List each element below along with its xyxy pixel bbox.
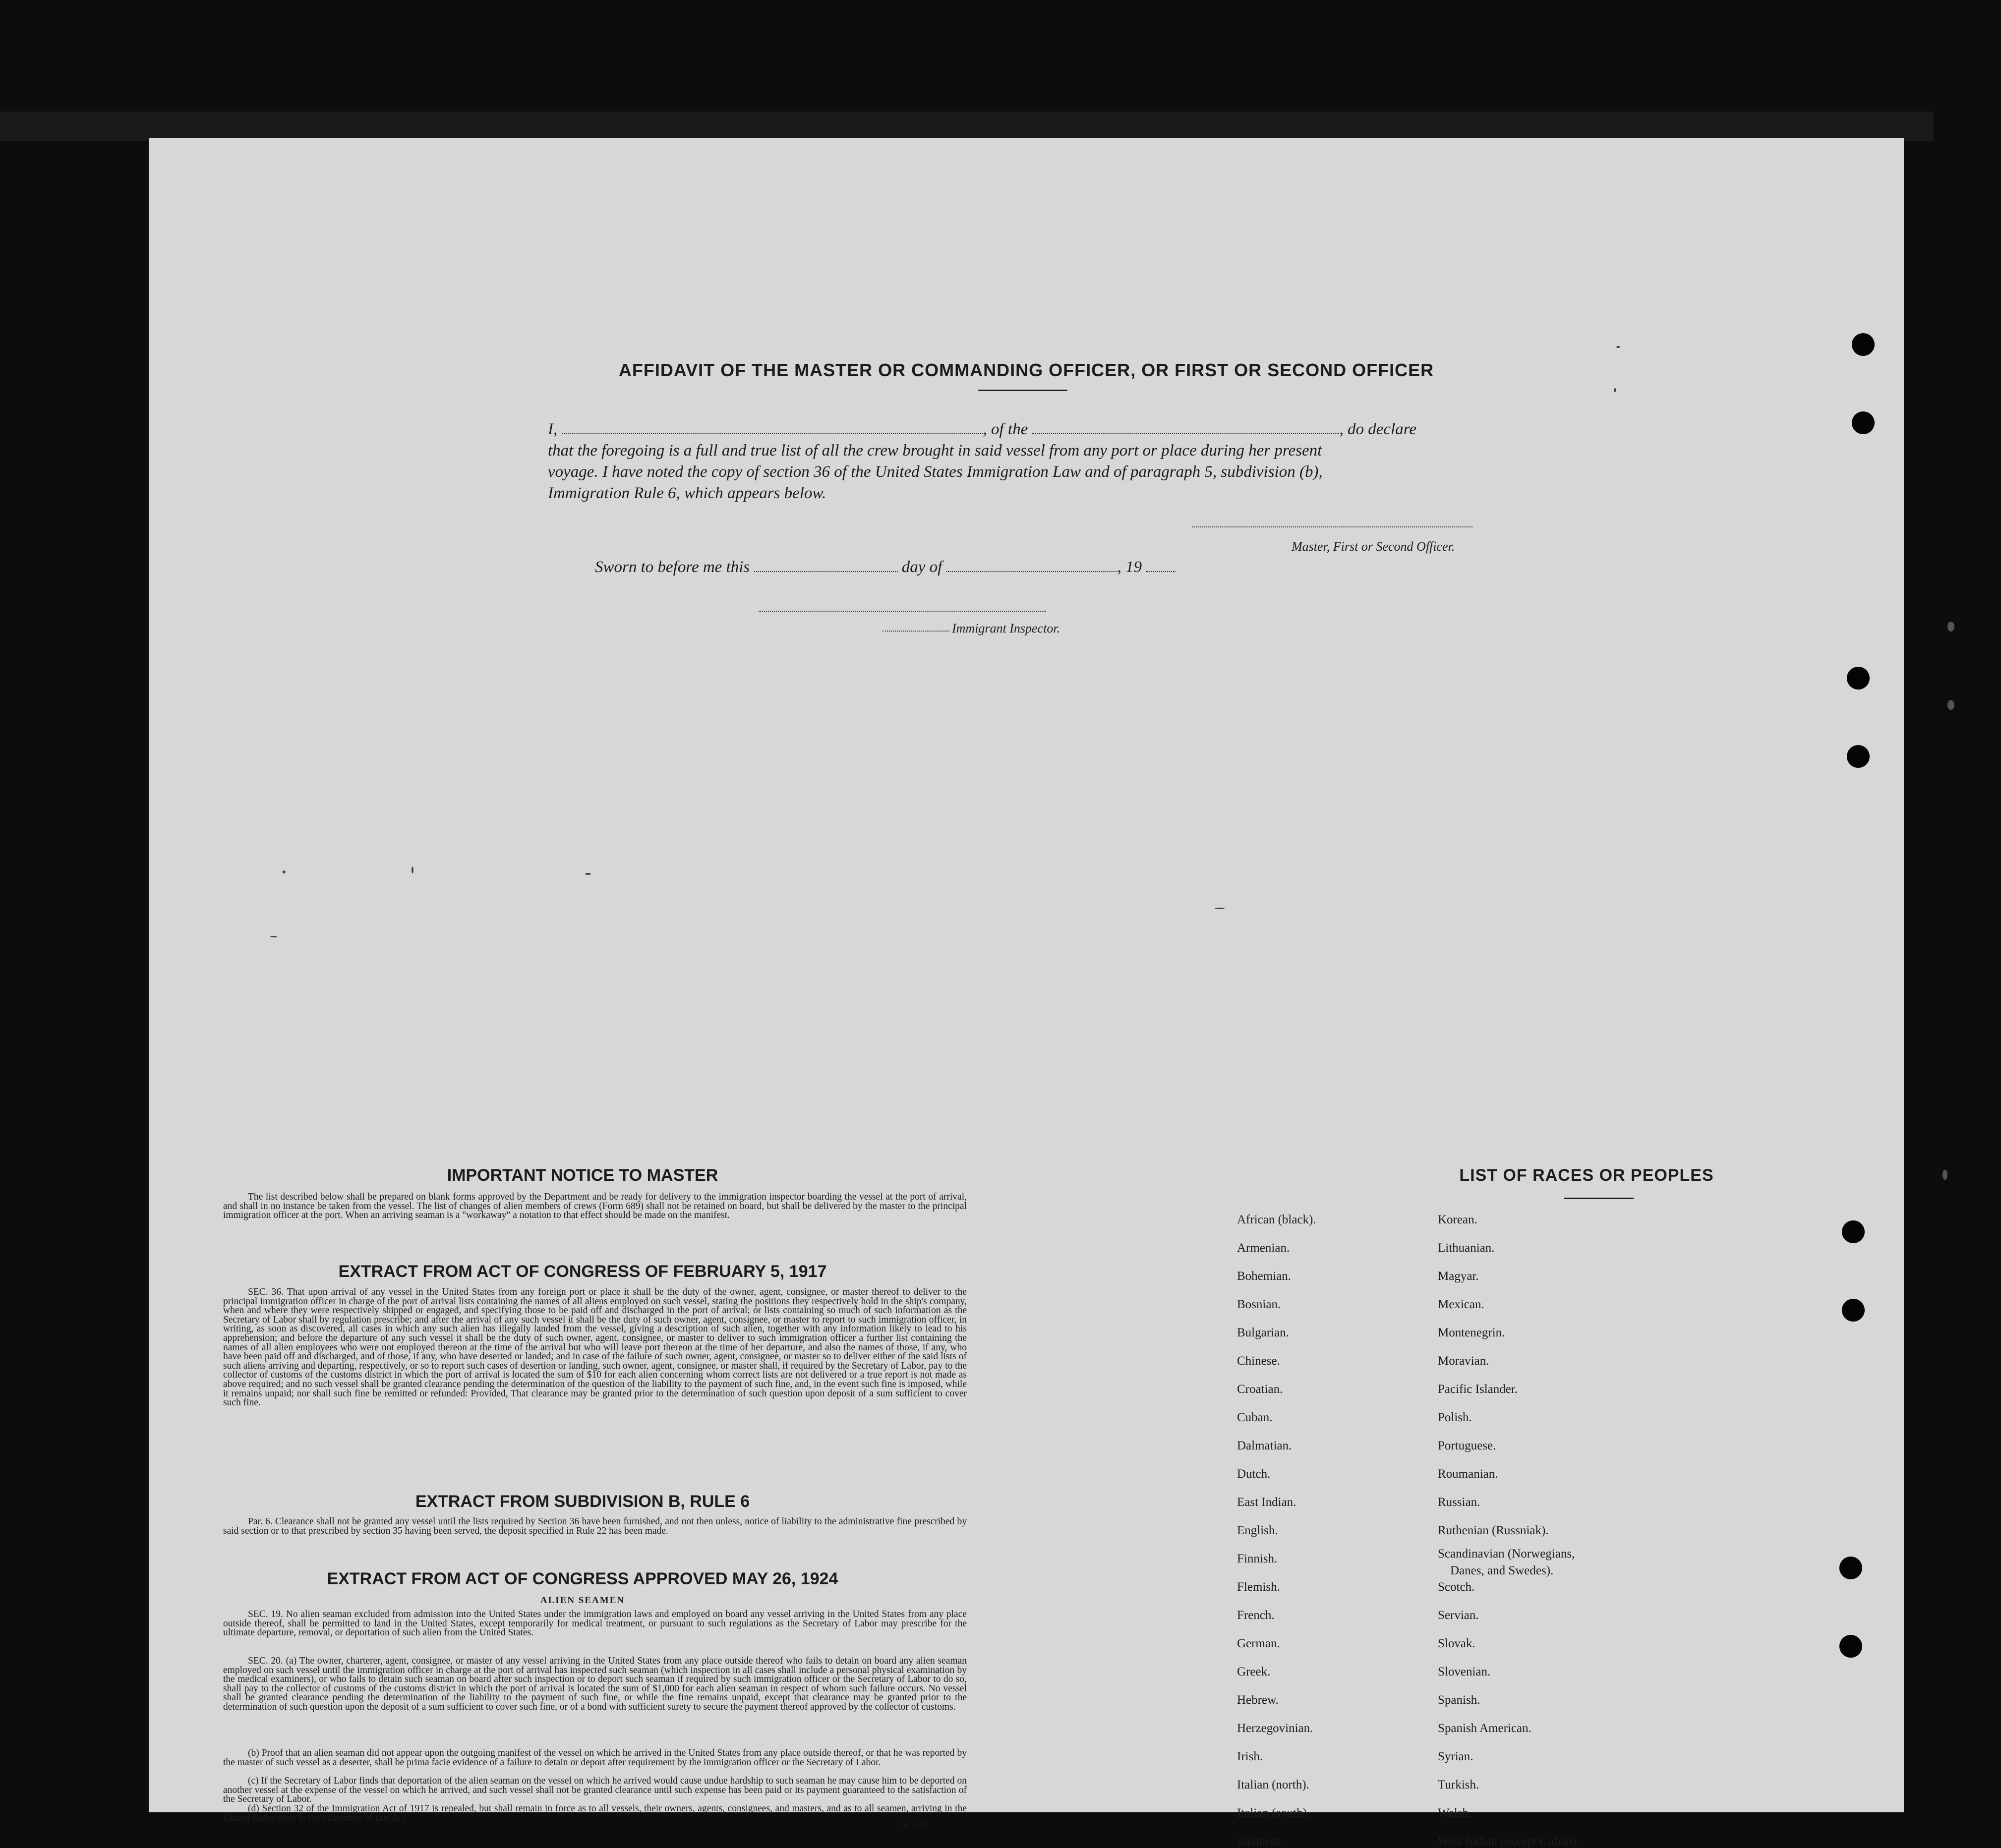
race-item: Flemish. xyxy=(1237,1580,1280,1594)
inspector-label: Immigrant Inspector. xyxy=(952,621,1060,635)
race-item: Cuban. xyxy=(1237,1411,1273,1424)
affidavit-title: AFFIDAVIT OF THE MASTER OR COMMANDING OFFICER, OR FIRST OR SECOND OFFICER xyxy=(618,360,1434,380)
extract-1924-sec20c: (c) If the Secretary of Labor finds that deportation of the alien seaman on the vessel on which he arrived would cause undue hardship to such seaman he may cause him to be deported on another vessel at the expense of the vessel on which he arrived, and such vessel shall not be granted clearance until such expense has been paid or its payment guaranteed to the satisfaction of the Secretary of Labor. xyxy=(223,1776,967,1805)
race-item: Montenegrin. xyxy=(1438,1326,1505,1339)
scan-speck xyxy=(270,936,277,937)
sworn-year-blank[interactable] xyxy=(1146,558,1176,572)
extract-1924-title: EXTRACT FROM ACT OF CONGRESS APPROVED MAY 26, 1924 xyxy=(327,1569,838,1588)
title-underline xyxy=(978,390,1067,391)
race-item: Mexican. xyxy=(1438,1298,1484,1311)
affidavit-line-3: voyage. I have noted the copy of section 36 of the United States Immigration Law and of paragraph 5, subdivision (b), xyxy=(548,463,1323,481)
binder-hole xyxy=(1847,745,1870,768)
binder-hole xyxy=(1852,411,1875,434)
race-item: Pacific Islander. xyxy=(1438,1383,1518,1396)
document-page xyxy=(149,138,1904,1848)
race-item: Roumanian. xyxy=(1438,1467,1498,1481)
race-item: Bosnian. xyxy=(1237,1298,1281,1311)
races-title-underline xyxy=(1564,1198,1634,1199)
affidavit-line-4: Immigration Rule 6, which appears below. xyxy=(548,484,826,502)
master-signature-line[interactable] xyxy=(1192,526,1472,527)
binder-hole xyxy=(1842,1220,1865,1243)
race-item: Spanish. xyxy=(1438,1693,1480,1707)
master-signature-label: Master, First or Second Officer. xyxy=(1292,539,1455,554)
sworn-month-blank[interactable] xyxy=(946,558,1118,572)
binder-hole xyxy=(1842,1299,1865,1322)
race-item: French. xyxy=(1237,1609,1275,1622)
race-item: Moravian. xyxy=(1438,1354,1489,1368)
race-item: Italian (south). xyxy=(1237,1806,1310,1820)
race-item: Hebrew. xyxy=(1237,1693,1279,1707)
race-item: English. xyxy=(1237,1524,1278,1537)
race-item: African (black). xyxy=(1237,1213,1316,1226)
affidavit-line-1: I, , of the , do declare xyxy=(548,420,1416,438)
race-item: East Indian. xyxy=(1237,1496,1296,1509)
rule-6-text: Par. 6. Clearance shall not be granted any vessel until the lists required by Section 36 have been furnished, and not then unless, notice of liability to the administrative fine prescribed by said section or to that prescribed by section 35 having been served, the deposit specified in Rule 22 has been made. xyxy=(223,1516,967,1536)
race-item: Spanish American. xyxy=(1438,1722,1531,1735)
race-item: Italian (north). xyxy=(1237,1778,1309,1791)
race-item: Korean. xyxy=(1438,1213,1477,1226)
scan-speck xyxy=(412,866,413,873)
inspector-name-line xyxy=(883,631,949,632)
notice-title: IMPORTANT NOTICE TO MASTER xyxy=(447,1166,718,1185)
race-item: Bohemian. xyxy=(1237,1270,1292,1283)
name-blank[interactable] xyxy=(562,420,983,434)
race-item: Scotch. xyxy=(1438,1580,1475,1594)
race-item: Turkish. xyxy=(1438,1778,1479,1791)
race-item: Herzegovinian. xyxy=(1237,1722,1313,1735)
race-item: Croatian. xyxy=(1237,1383,1283,1396)
race-item: Portuguese. xyxy=(1438,1439,1496,1452)
race-item: Slovenian. xyxy=(1438,1665,1491,1678)
race-item: Magyar. xyxy=(1438,1270,1479,1283)
sworn-day-blank[interactable] xyxy=(754,558,898,572)
race-item: Syrian. xyxy=(1438,1750,1473,1763)
binder-hole xyxy=(1852,333,1875,356)
extract-1924-sec19: SEC. 19. No alien seaman excluded from admission into the United States under the immigration laws and employed on board any vessel arriving in the United States from any place outside thereof, shall be permitted to land in the United States, except temporarily for medical treatment, or pursuant to such regulations as the Secretary of Labor may prescribe for the ultimate departure, removal, or deportation of such alien from the United States. xyxy=(223,1609,967,1638)
scan-speck xyxy=(1215,908,1225,909)
binder-hole xyxy=(1839,1635,1862,1658)
race-item: Dutch. xyxy=(1237,1467,1271,1481)
race-item: German. xyxy=(1237,1637,1280,1650)
scan-speck xyxy=(1942,1170,1947,1180)
race-item: Welsh. xyxy=(1438,1806,1472,1820)
race-item: Servian. xyxy=(1438,1609,1479,1622)
vessel-blank[interactable] xyxy=(1032,420,1339,434)
race-item: Irish. xyxy=(1237,1750,1263,1763)
extract-1924-sec20b: (b) Proof that an alien seaman did not appear upon the outgoing manifest of the vessel on which he arrived in the United States from any place outside thereof, or that he was reported by the master of such vessel as a deserter, shall be prima facie evidence of a failure to detain or deport after requirement by the immigration officer or the Secretary of Labor. xyxy=(223,1748,967,1768)
sworn-line: Sworn to before me this day of , 19 xyxy=(595,558,1176,577)
scan-speck xyxy=(283,870,286,873)
race-item: Scandinavian (Norwegians, xyxy=(1438,1547,1575,1560)
race-item: Slovak. xyxy=(1438,1637,1475,1650)
race-item: Greek. xyxy=(1237,1665,1271,1678)
scan-speck xyxy=(1614,388,1616,392)
extract-1917-text: SEC. 36. That upon arrival of any vessel in the United States from any foreign port or place it shall be the duty of the owner, agent, consignee, or master thereof to deliver to the principal immigration officer in charge of the port of arrival lists containing the names of all aliens employed on such vessel, stating the positions they respectively hold in the ship's company, when and where they were respectively shipped or engaged, and specifying those to be paid off and discharged in the port of arrival; or lists containing so much of such information as the Secretary of Labor shall by regulation prescribe; and after the arrival of any such vessel it shall be the duty of such owner, agent, consignee, or master to report to such immigration officer, in writing, as soon as discovered, all cases in which any such alien has illegally landed from the vessel, giving a description of such alien, together with any information likely to lead to his apprehension; and before the departure of any such vessel it shall be the duty of such owner, agent, consignee, or master to deliver to such immigration officer a further list containing the names of all alien employees who were not employed thereon at the time of the arrival but who will leave port thereon at the time of her departure, and also the names of those, if any, who have been paid off and discharged, and of those, if any, who have deserted or landed; and in case of the failure of such owner, agent, consignee, or master so to deliver either of the said lists of such aliens arriving and departing, respectively, or so to report such cases of desertion or landing, such owner, agent, consignee, or master shall, if required by the Secretary of Labor, pay to the collector of customs of the customs district in which the port of arrival is located the sum of $10 for each alien concerning whom correct lists are not delivered or a true report is not made as above required; and no such vessel shall be granted clearance pending the determination of the question of the liability to the payment of such fine, and, in the event such fine is imposed, while it remains unpaid; nor shall such fine be remitted or refunded: Provided, That clearance may be granted prior to the determination of such question upon deposit of a sum sufficient to cover such fine. xyxy=(223,1287,967,1408)
race-item: Dalmatian. xyxy=(1237,1439,1292,1452)
race-item: Armenian. xyxy=(1237,1241,1290,1255)
race-item: Chinese. xyxy=(1237,1354,1280,1368)
race-item: Russian. xyxy=(1438,1496,1480,1509)
extract-1924-sec20d: (d) Section 32 of the Immigration Act of 1917 is repealed, but shall remain in force as to all vessels, their owners, agents, consignees, and masters, and as to all seamen, arriving in the United States prior to the enactment of this Act. xyxy=(223,1803,967,1823)
race-item: Japanese. xyxy=(1237,1835,1285,1848)
inspector-signature-line[interactable] xyxy=(759,611,1046,612)
notice-text: The list described below shall be prepared on blank forms approved by the Department and be ready for delivery to the immigration inspector boarding the vessel at the port of arrival, and shall in no instance be taken from the vessel. The list of changes of alien members of crews (Form 689) shall not be retained on board, but shall be delivered by the master to the principal immigration officer at the port. When an arriving seaman is a "workaway" a notation to that effect should be made on the manifest. xyxy=(223,1192,967,1221)
race-item: Danes, and Swedes). xyxy=(1450,1564,1554,1577)
scan-speck xyxy=(1947,700,1954,710)
race-item: Ruthenian (Russniak). xyxy=(1438,1524,1549,1537)
form-number: 14—1240 xyxy=(900,1821,928,1829)
race-item: Bulgarian. xyxy=(1237,1326,1289,1339)
scan-speck xyxy=(585,873,591,875)
affidavit-line-2: that the foregoing is a full and true list of all the crew brought in said vessel from any port or place during her present xyxy=(548,442,1322,460)
scan-speck xyxy=(1616,346,1620,348)
race-item: West Indian (except Cuban). xyxy=(1438,1835,1580,1848)
scanner-frame-edge xyxy=(0,112,1934,141)
race-item: Lithuanian. xyxy=(1438,1241,1495,1255)
rule-6-title: EXTRACT FROM SUBDIVISION B, RULE 6 xyxy=(415,1492,750,1511)
race-item: Finnish. xyxy=(1237,1552,1278,1565)
race-item: Polish. xyxy=(1438,1411,1472,1424)
extract-1924-sec20a: SEC. 20. (a) The owner, charterer, agent, consignee, or master of any vessel arriving in the United States from any place outside thereof who fails to detain on board any alien seaman employed on such vessel until the immigration officer in charge at the port of arrival has inspected such seaman (which inspection in all cases shall include a personal physical examination by the medical examiners), or who fails to detain such seaman on board after such inspection or to deport such seaman if required by such immigration officer or the Secretary of Labor to do so, shall pay to the collector of customs of the customs district in which the port of arrival is located the sum of $1,000 for each alien seaman in respect of whom such failure occurs. No vessel shall be granted clearance pending the determination of the liability to the payment of such fine, or while the fine remains unpaid, except that clearance may be granted prior to the determination of such question upon the deposit of a sum sufficient to cover such fine, or of a bond with sufficient surety to secure the payment thereof approved by the collector of customs. xyxy=(223,1656,967,1712)
extract-1917-title: EXTRACT FROM ACT OF CONGRESS OF FEBRUARY 5, 1917 xyxy=(338,1262,827,1281)
alien-seamen-subtitle: ALIEN SEAMEN xyxy=(540,1595,625,1606)
races-title: LIST OF RACES OR PEOPLES xyxy=(1459,1166,1714,1185)
binder-hole xyxy=(1839,1557,1862,1579)
binder-hole xyxy=(1847,667,1870,690)
scan-speck xyxy=(1947,622,1954,632)
